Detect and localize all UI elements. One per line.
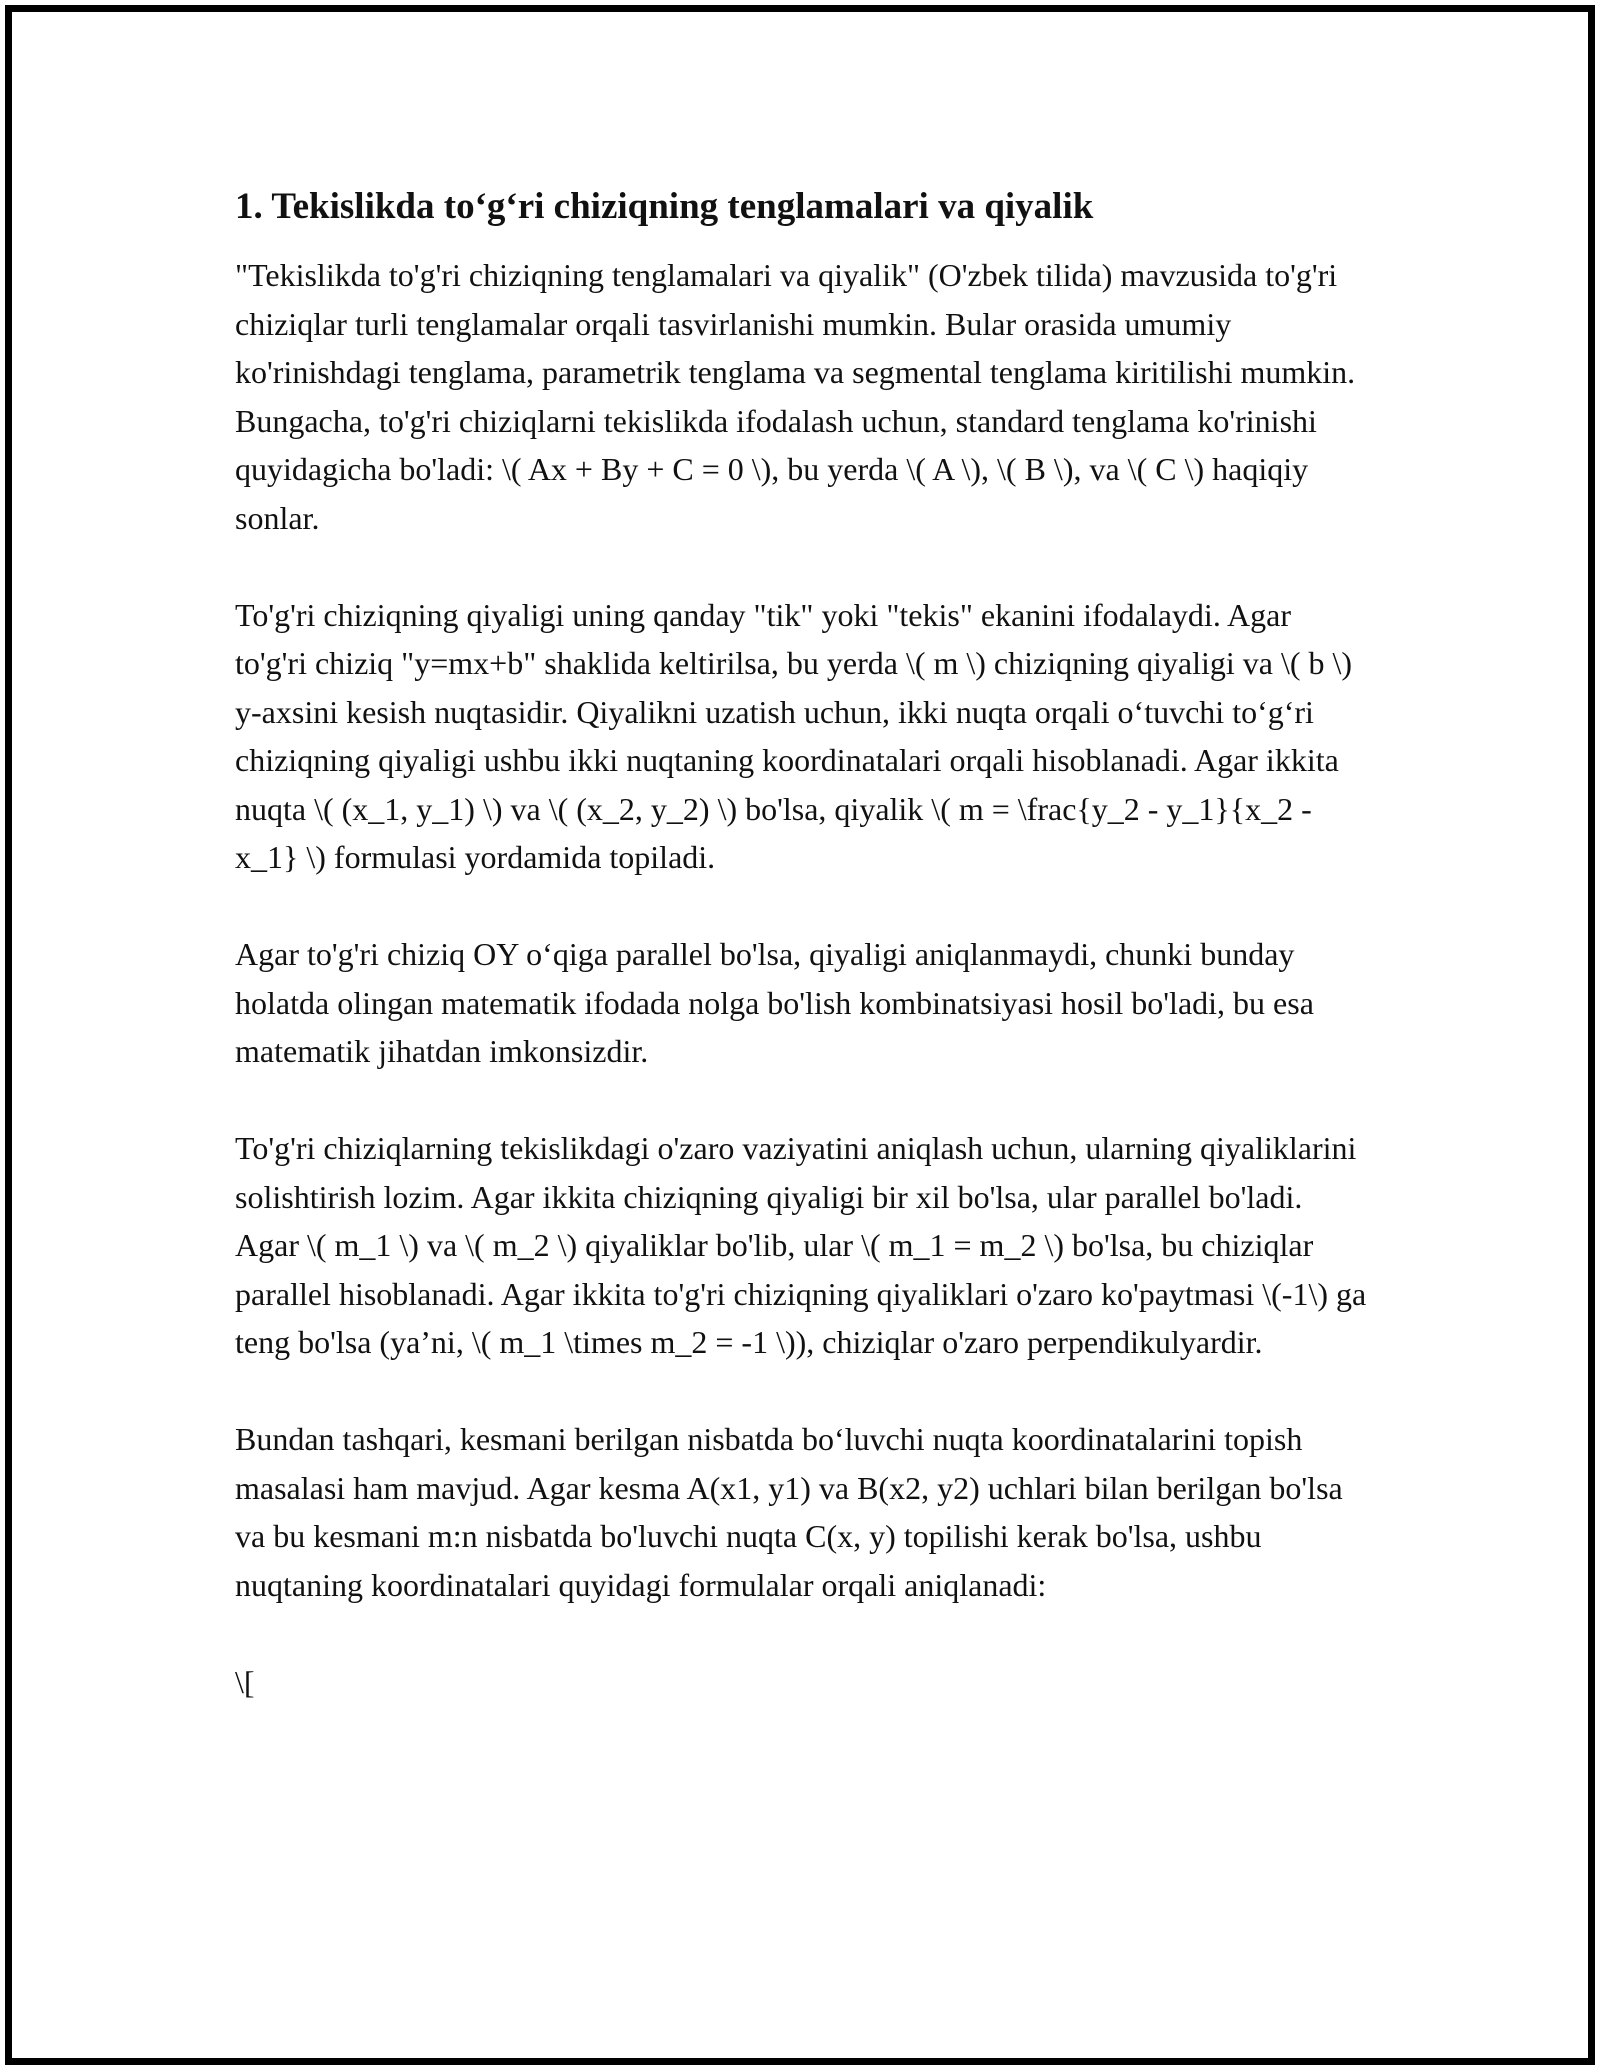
section-heading: 1. Tekislikda to‘g‘ri chiziqning tenglamalari va qiyalik xyxy=(235,186,1094,227)
math-block-opener: \[ xyxy=(235,1663,255,1700)
paragraph-vertical-line: Agar to'g'ri chiziq OY o‘qiga parallel bo'lsa, qiyaligi aniqlanmaydi, chunki bunday holatda olingan matematik ifodada nolga bo'lish kombinatsiyasi hosil bo'ladi, bu esa matematik jihatdan imkonsizdir. xyxy=(235,936,1314,1070)
paragraph-slope: To'g'ri chiziqning qiyaligi uning qanday "tik" yoki "tekis" ekanini ifodalaydi. Agar to'g'ri chiziq "y=mx+b" shaklida keltirilsa, bu yerda \( m \) chiziqning qiyaligi va \( b \) y-axsini kesish nuqtasidir. Qiyalikni uzatish uchun, ikki nuqta orqali o‘tuvchi to‘g‘ri chiziqning qiyaligi ushbu ikki nuqtaning koordinatalari orqali hisoblanadi. Agar ikkita nuqta \( (x_1, y_1) \) va \( (x_2, y_2) \) bo'lsa, qiyalik \( m = \frac{y_2 - y_1}{x_2 - x_1} \) formulasi yordamida topiladi. xyxy=(235,596,1353,876)
document-body xyxy=(235,185,1370,1706)
paragraph-line-equations: "Tekislikda to'g'ri chiziqning tenglamalari va qiyalik" (O'zbek tilida) mavzusida to'g'ri chiziqlar turli tenglamalar orqali tasvirlanishi mumkin. Bular orasida umumiy ko'rinishdagi tenglama, parametrik tenglama va segmental tenglama kiritilishi mumkin. Bungacha, to'g'ri chiziqlarni tekislikda ifodalash uchun, standard tenglama ko'rinishi quyidagicha bo'ladi: \( Ax + By + C = 0 \), bu yerda \( A \), \( B \), va \( C \) haqiqiy sonlar. xyxy=(235,257,1356,536)
paragraph-segment-division: Bundan tashqari, kesmani berilgan nisbatda bo‘luvchi nuqta koordinatalarini topish masalasi ham mavjud. Agar kesma A(x1, y1) va B(x2, y2) uchlari bilan berilgan bo'lsa va bu kesmani m:n nisbatda bo'luvchi nuqta C(x, y) topilishi kerak bo'lsa, ushbu nuqtaning koordinatalari quyidagi formulalar orqali aniqlanadi: xyxy=(235,1421,1343,1603)
paragraph-parallel-perpendicular: To'g'ri chiziqlarning tekislikdagi o'zaro vaziyatini aniqlash uchun, ularning qiyaliklarini solishtirish lozim. Agar ikkita chiziqning qiyaligi bir xil bo'lsa, ular parallel bo'ladi. Agar \( m_1 \) va \( m_2 \) qiyaliklar bo'lib, ular \( m_1 = m_2 \) bo'lsa, bu chiziqlar parallel hisoblanadi. Agar ikkita to'g'ri chiziqning qiyaliklari o'zaro ko'paytmasi \(-1\) ga teng bo'lsa (ya’ni, \( m_1 \times m_2 = -1 \)), chiziqlar o'zaro perpendikulyardir. xyxy=(235,1130,1367,1361)
